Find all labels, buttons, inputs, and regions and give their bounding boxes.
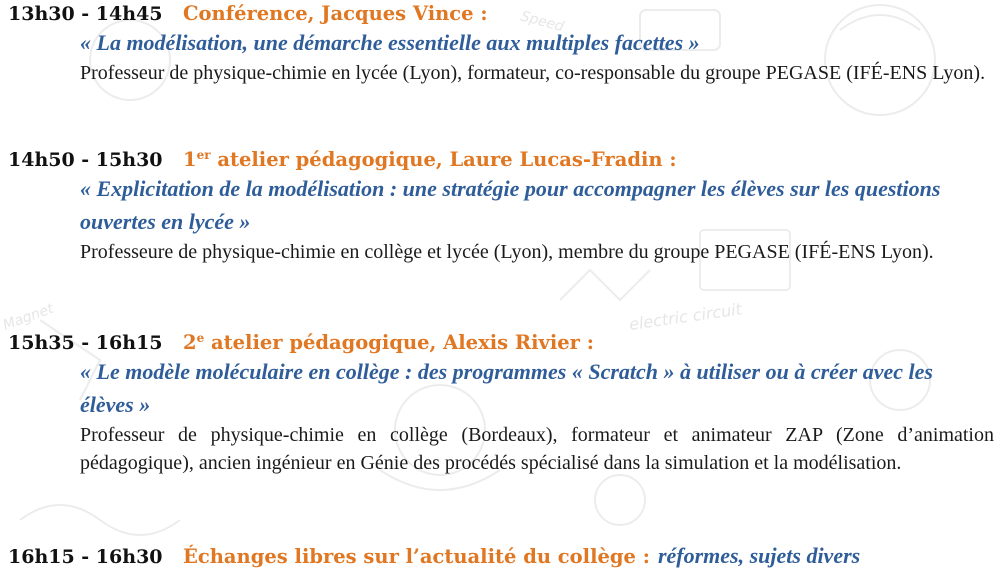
heading-number: 1 bbox=[183, 148, 197, 171]
talk-title: « La modélisation, une démarche essentielle aux multiples facettes » bbox=[80, 30, 700, 55]
doodle-speed: Speed bbox=[518, 8, 566, 36]
heading-number: 2 bbox=[183, 331, 197, 354]
session-time: 15h35 - 16h15 bbox=[8, 332, 163, 354]
session-heading bbox=[183, 148, 677, 171]
session-workshop-2 bbox=[8, 331, 994, 477]
heading-ordinal: er bbox=[196, 148, 211, 162]
speaker-description: Professeur de physique-chimie en lycée (Lyon), formateur, co-responsable du groupe PEGASE (IFÉ-ENS Lyon). bbox=[80, 62, 986, 84]
session-conference bbox=[8, 2, 994, 87]
doodle-magnet-left: Magnet bbox=[0, 300, 56, 334]
speaker-description: Professeur de physique-chimie en collège (Bordeaux), formateur et animateur ZAP (Zone d’animation pédagogique), ancien ingénieur en Génie des procédés spécialisé dans la simulation et la modélisation. bbox=[80, 424, 994, 474]
session-heading: Échanges libres sur l’actualité du collège : bbox=[183, 545, 650, 568]
session-topics: réformes, sujets divers bbox=[657, 543, 861, 568]
heading-rest: atelier pédagogique, Alexis Rivier : bbox=[204, 331, 594, 354]
speaker-description: Professeure de physique-chimie en collège et lycée (Lyon), membre du groupe PEGASE (IFÉ-ENS Lyon). bbox=[80, 241, 934, 263]
talk-title: « Explicitation de la modélisation : une stratégie pour accompagner les élèves sur les questions ouvertes en lycée » bbox=[80, 176, 941, 234]
session-time: 13h30 - 14h45 bbox=[8, 3, 163, 25]
heading-rest: atelier pédagogique, Laure Lucas-Fradin : bbox=[210, 148, 677, 171]
session-exchanges bbox=[8, 543, 994, 569]
session-workshop-1 bbox=[8, 148, 994, 266]
heading-ordinal: e bbox=[196, 331, 205, 345]
doodle-electric-circuit: electric circuit bbox=[627, 299, 744, 334]
session-heading: Conférence, Jacques Vince : bbox=[183, 2, 488, 25]
talk-title: « Le modèle moléculaire en collège : des programmes « Scratch » à utiliser ou à créer avec les élèves » bbox=[80, 359, 933, 417]
session-time: 14h50 - 15h30 bbox=[8, 149, 163, 171]
session-time: 16h15 - 16h30 bbox=[8, 546, 163, 568]
session-heading bbox=[183, 331, 594, 354]
